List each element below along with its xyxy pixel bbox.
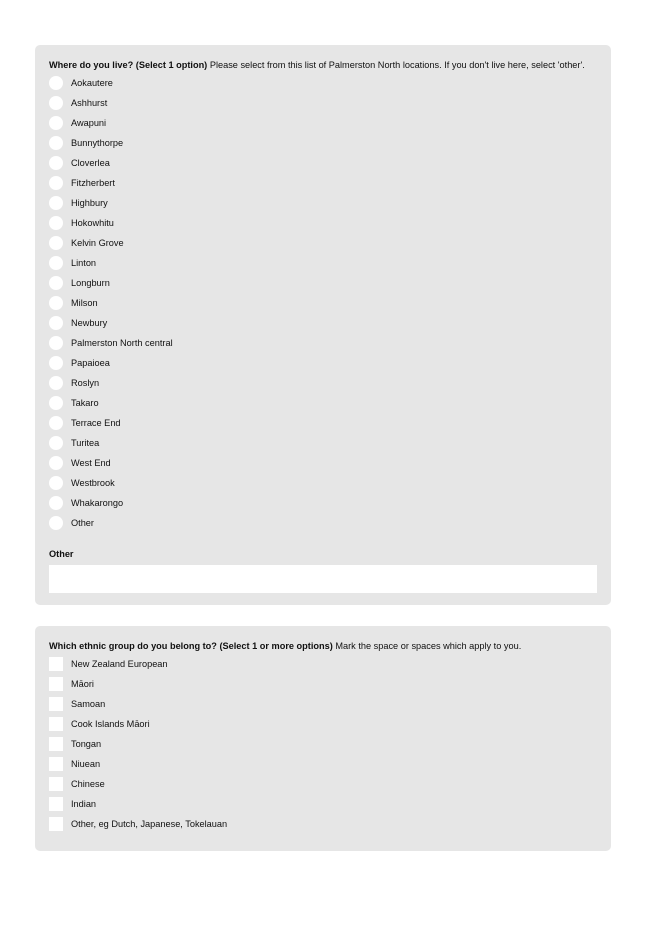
- option-label: Whakarongo: [71, 498, 124, 508]
- location-option[interactable]: [49, 353, 597, 373]
- option-label: Samoan: [71, 699, 106, 709]
- location-option[interactable]: [49, 113, 597, 133]
- option-label: Niuean: [71, 759, 101, 769]
- location-option[interactable]: [49, 493, 597, 513]
- location-option[interactable]: [49, 513, 597, 533]
- radio-button[interactable]: [49, 156, 63, 170]
- radio-button[interactable]: [49, 456, 63, 470]
- other-location-input[interactable]: [49, 565, 597, 593]
- checkbox[interactable]: [49, 777, 63, 791]
- location-option[interactable]: [49, 253, 597, 273]
- radio-button[interactable]: [49, 416, 63, 430]
- location-question-header: [49, 59, 597, 71]
- location-option[interactable]: [49, 213, 597, 233]
- radio-button[interactable]: [49, 236, 63, 250]
- checkbox[interactable]: [49, 677, 63, 691]
- option-label: Palmerston North central: [71, 338, 173, 348]
- ethnic-question-title: Which ethnic group do you belong to? (Select 1 or more options): [49, 641, 333, 651]
- radio-button[interactable]: [49, 116, 63, 130]
- ethnic-option[interactable]: [49, 694, 597, 714]
- location-option[interactable]: [49, 453, 597, 473]
- option-label: Cook Islands Māori: [71, 719, 150, 729]
- option-label: Longburn: [71, 278, 110, 288]
- option-label: Tongan: [71, 739, 102, 749]
- option-label: Milson: [71, 298, 98, 308]
- ethnic-option[interactable]: [49, 754, 597, 774]
- location-option[interactable]: [49, 473, 597, 493]
- option-label: Terrace End: [71, 418, 121, 428]
- radio-button[interactable]: [49, 356, 63, 370]
- location-option[interactable]: [49, 393, 597, 413]
- ethnic-option[interactable]: [49, 714, 597, 734]
- ethnic-option[interactable]: [49, 794, 597, 814]
- location-option[interactable]: [49, 173, 597, 193]
- location-option[interactable]: [49, 153, 597, 173]
- option-label: Ashhurst: [71, 98, 108, 108]
- location-option[interactable]: [49, 413, 597, 433]
- option-label: New Zealand European: [71, 659, 168, 669]
- radio-button[interactable]: [49, 516, 63, 530]
- option-label: Indian: [71, 799, 97, 809]
- radio-button[interactable]: [49, 376, 63, 390]
- radio-button[interactable]: [49, 336, 63, 350]
- checkbox[interactable]: [49, 757, 63, 771]
- radio-button[interactable]: [49, 256, 63, 270]
- option-label: Takaro: [71, 398, 99, 408]
- radio-button[interactable]: [49, 76, 63, 90]
- option-label: Hokowhitu: [71, 218, 114, 228]
- location-options-list: [49, 73, 597, 533]
- radio-button[interactable]: [49, 96, 63, 110]
- location-option[interactable]: [49, 373, 597, 393]
- checkbox[interactable]: [49, 697, 63, 711]
- option-label: Fitzherbert: [71, 178, 115, 188]
- option-label: Highbury: [71, 198, 108, 208]
- option-label: Cloverlea: [71, 158, 110, 168]
- option-label: Papaioea: [71, 358, 110, 368]
- ethnic-options-list: [49, 654, 597, 834]
- radio-button[interactable]: [49, 396, 63, 410]
- location-question-title: Where do you live? (Select 1 option): [49, 60, 208, 70]
- option-label: Newbury: [71, 318, 108, 328]
- checkbox[interactable]: [49, 817, 63, 831]
- location-option[interactable]: [49, 313, 597, 333]
- other-location-label: Other: [49, 549, 74, 559]
- option-label: Roslyn: [71, 378, 100, 388]
- ethnic-option[interactable]: [49, 674, 597, 694]
- option-label: Aokautere: [71, 78, 113, 88]
- ethnic-question-instruction: Mark the space or spaces which apply to you.: [335, 641, 522, 651]
- checkbox[interactable]: [49, 717, 63, 731]
- option-label: Westbrook: [71, 478, 115, 488]
- option-label: Other: [71, 518, 94, 528]
- radio-button[interactable]: [49, 436, 63, 450]
- location-option[interactable]: [49, 93, 597, 113]
- checkbox[interactable]: [49, 737, 63, 751]
- location-option[interactable]: [49, 293, 597, 313]
- location-option[interactable]: [49, 193, 597, 213]
- ethnic-option[interactable]: [49, 654, 597, 674]
- location-option[interactable]: [49, 233, 597, 253]
- radio-button[interactable]: [49, 276, 63, 290]
- ethnic-option[interactable]: [49, 774, 597, 794]
- ethnic-option[interactable]: [49, 814, 597, 834]
- location-option[interactable]: [49, 273, 597, 293]
- option-label: Māori: [71, 679, 94, 689]
- option-label: Kelvin Grove: [71, 238, 124, 248]
- location-option[interactable]: [49, 433, 597, 453]
- radio-button[interactable]: [49, 476, 63, 490]
- option-label: Bunnythorpe: [71, 138, 124, 148]
- ethnic-question-card: [35, 626, 611, 851]
- radio-button[interactable]: [49, 196, 63, 210]
- option-label: Other, eg Dutch, Japanese, Tokelauan: [71, 819, 228, 829]
- location-option[interactable]: [49, 133, 597, 153]
- option-label: Awapuni: [71, 118, 107, 128]
- checkbox[interactable]: [49, 797, 63, 811]
- ethnic-question-header: [49, 640, 597, 652]
- ethnic-option[interactable]: [49, 734, 597, 754]
- location-question-card: [35, 45, 611, 605]
- option-label: West End: [71, 458, 111, 468]
- radio-button[interactable]: [49, 296, 63, 310]
- location-option[interactable]: [49, 73, 597, 93]
- radio-button[interactable]: [49, 216, 63, 230]
- radio-button[interactable]: [49, 316, 63, 330]
- radio-button[interactable]: [49, 176, 63, 190]
- option-label: Linton: [71, 258, 97, 268]
- location-question-instruction: Please select from this list of Palmerston North locations. If you don't live here, select 'other'.: [209, 60, 585, 70]
- radio-button[interactable]: [49, 496, 63, 510]
- radio-button[interactable]: [49, 136, 63, 150]
- option-label: Chinese: [71, 779, 105, 789]
- option-label: Turitea: [71, 438, 100, 448]
- checkbox[interactable]: [49, 657, 63, 671]
- location-option[interactable]: [49, 333, 597, 353]
